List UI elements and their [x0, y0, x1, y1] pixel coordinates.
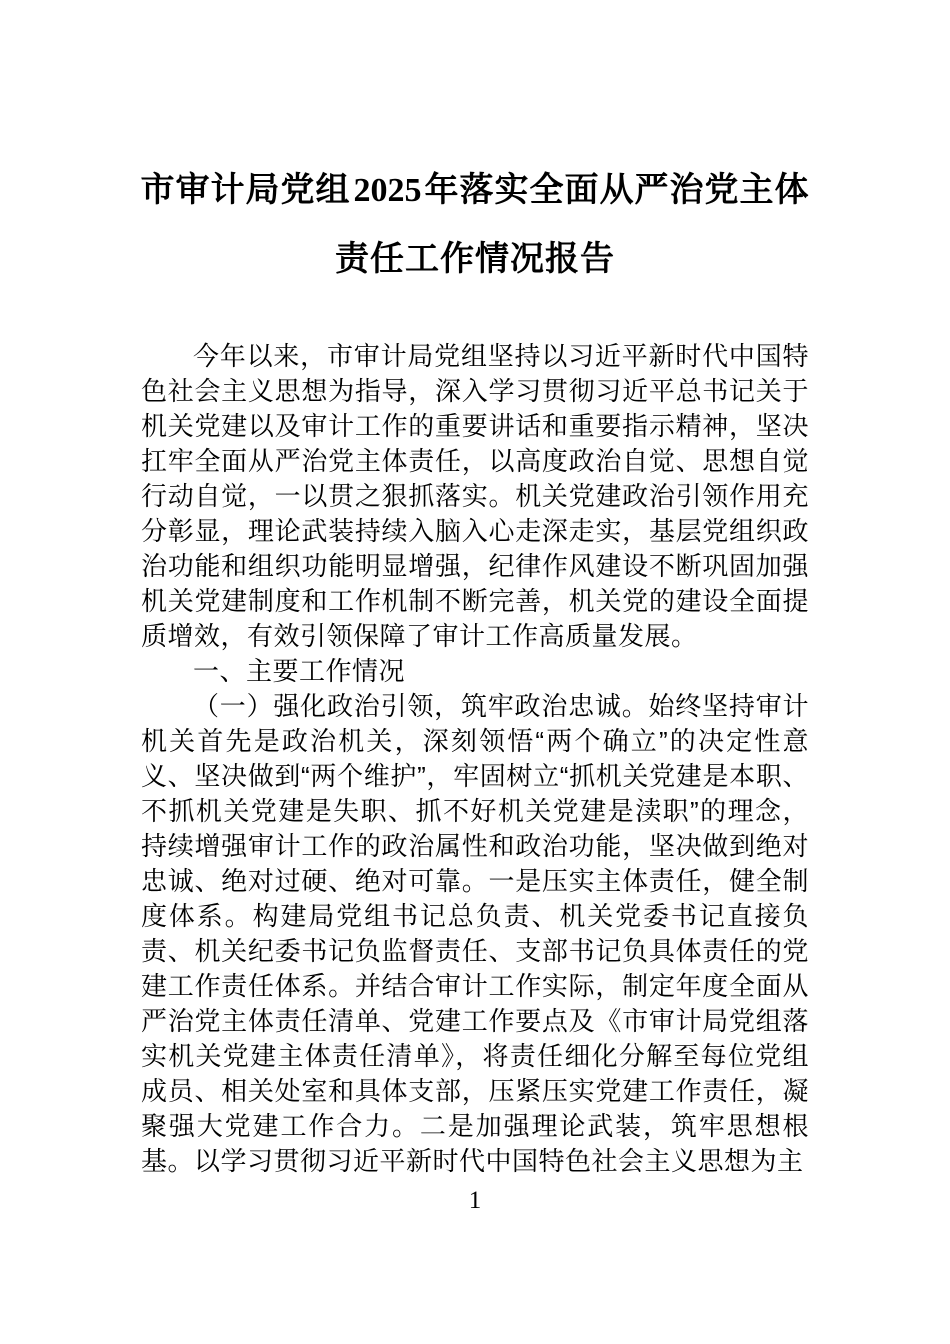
document-body	[141, 339, 809, 1179]
document-title-year: 2025	[353, 172, 422, 209]
body-paragraph-1: 今年以来，市审计局党组坚持以习近平新时代中国特色社会主义思想为指导，深入学习贯彻习近平总书记关于机关党建以及审计工作的重要讲话和重要指示精神，坚决扛牢全面从严治党主体责任，以高度政治自觉、思想自觉行动自觉，一以贯之狠抓落实。机关党建政治引领作用充分彰显，理论武装持续入脑入心走深走实，基层党组织政治功能和组织功能明显增强，纪律作风建设不断巩固加强机关党建制度和工作机制不断完善，机关党的建设全面提质增效，有效引领保障了审计工作高质量发展。	[141, 341, 809, 651]
section-heading-1: 一、主要工作情况	[193, 656, 406, 686]
page-number: 1	[468, 1187, 482, 1214]
body-paragraph-2: （一）强化政治引领，筑牢政治忠诚。始终坚持审计机关首先是政治机关，深刻领悟“两个确立”的决定性意义、坚决做到“两个维护”，牢固树立“抓机关党建是本职、不抓机关党建是失职、抓不好机关党建是渎职”的理念，持续增强审计工作的政治属性和政治功能，坚决做到绝对忠诚、绝对过硬、绝对可靠。一是压实主体责任，健全制度体系。构建局党组书记总负责、机关党委书记直接负责、机关纪委书记负监督责任、支部书记负具体责任的党建工作责任体系。并结合审计工作实际，制定年度全面从严治党主体责任清单、党建工作要点及《市审计局党组落实机关党建主体责任清单》，将责任细化分解至每位党组成员、相关处室和具体支部，压紧压实党建工作责任，凝聚强大党建工作合力。二是加强理论武装，筑牢思想根基。以学习贯彻习近平新时代中国特色社会主义思想为主	[141, 691, 809, 1176]
document-title-part2: 年落实全面从严治党主体责任工作情况报告	[335, 171, 810, 278]
document-title-part1: 市审计局党组	[140, 171, 351, 209]
page-number-footer	[0, 1183, 950, 1218]
document-title	[135, 0, 815, 293]
